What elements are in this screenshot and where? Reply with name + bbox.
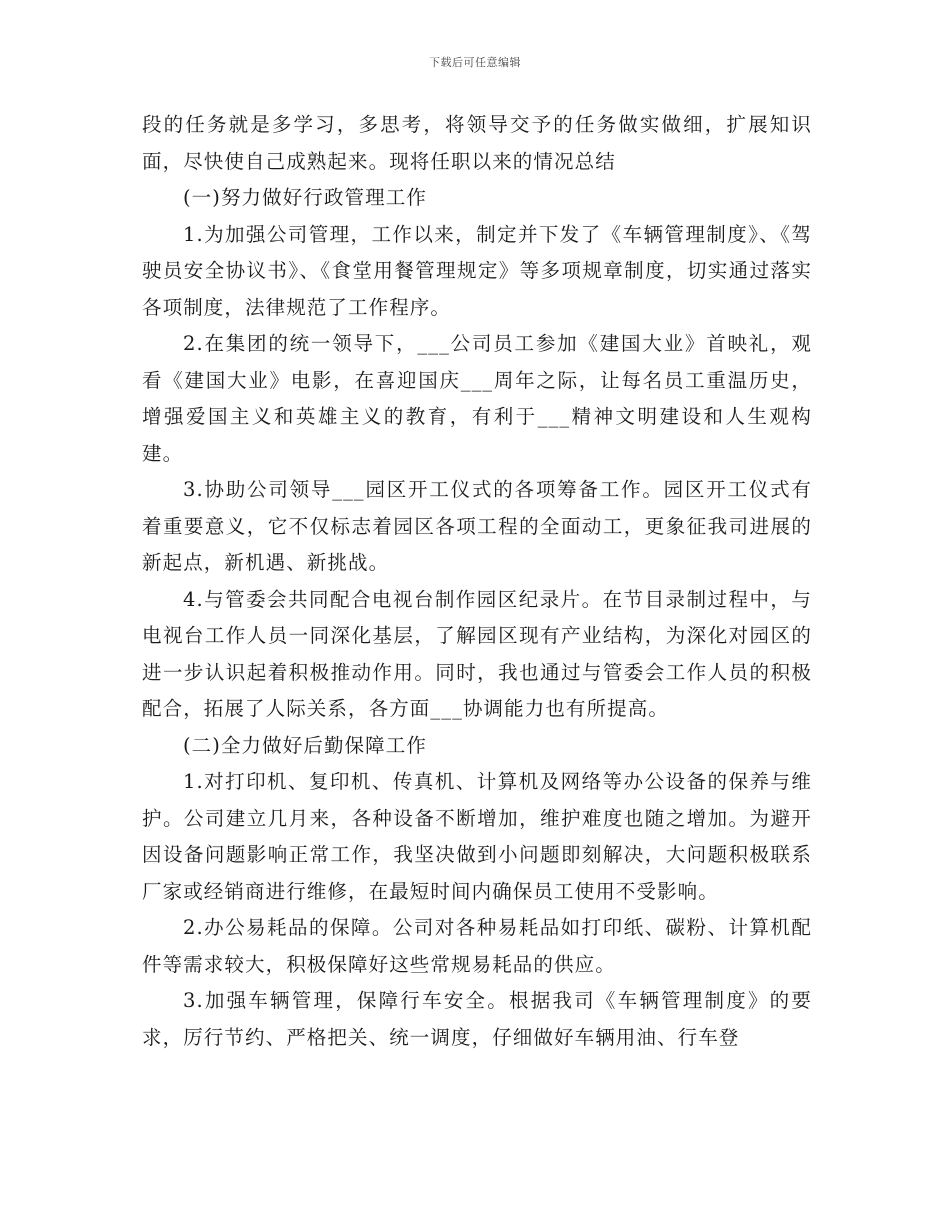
paragraph-admin-3: 3.协助公司领导___园区开工仪式的各项筹备工作。园区开工仪式有着重要意义，它不仅标志着园区各项工程的全面动工，更象征我司进展的新起点，新机遇、新挑战。 xyxy=(142,478,812,574)
header-note: 下载后可任意编辑 xyxy=(429,56,521,69)
paragraph-admin-1: 1.为加强公司管理，工作以来，制定并下发了《车辆管理制度》、《驾驶员安全协议书》、《食堂用餐管理规定》等多项规章制度，切实通过落实各项制度，法律规范了工作程序。 xyxy=(142,222,812,319)
section-heading-logistics: (二)全力做好后勤保障工作 xyxy=(182,733,427,757)
paragraph-admin-2: 2.在集团的统一领导下，___公司员工参加《建国大业》首映礼，观看《建国大业》电影，在喜迎国庆___周年之际，让每名员工重温历史，增强爱国主义和英雄主义的教育，有利于___精神文明建设和人生观构建。 xyxy=(142,332,812,465)
paragraph-logistics-3: 3.加强车辆管理，保障行车安全。根据我司《车辆管理制度》的要求，厉行节约、严格把关、统一调度，仔细做好车辆用油、行车登 xyxy=(142,989,812,1049)
paragraph-logistics-2: 2.办公易耗品的保障。公司对各种易耗品如打印纸、碳粉、计算机配件等需求较大，积极保障好这些常规易耗品的供应。 xyxy=(142,916,812,976)
paragraph-admin-4: 4.与管委会共同配合电视台制作园区纪录片。在节目录制过程中，与电视台工作人员一同深化基层，了解园区现有产业结构，为深化对园区的进一步认识起着积极推动作用。同时，我也通过与管委会工作人员的积极配合，拓展了人际关系，各方面___协调能力也有所提高。 xyxy=(142,587,812,720)
paragraph-continuation: 段的任务就是多学习，多思考，将领导交予的任务做实做细，扩展知识面，尽快使自己成熟起来。现将任职以来的情况总结 xyxy=(142,113,812,173)
section-heading-admin: (一)努力做好行政管理工作 xyxy=(182,186,427,209)
paragraph-logistics-1: 1.对打印机、复印机、传真机、计算机及网络等办公设备的保养与维护。公司建立几月来，各种设备不断增加，维护难度也随之增加。为避开因设备问题影响正常工作，我坚决做到小问题即刻解决，大问题积极联系厂家或经销商进行维修，在最短时间内确保员工使用不受影响。 xyxy=(142,770,812,903)
document-body xyxy=(142,107,812,1056)
